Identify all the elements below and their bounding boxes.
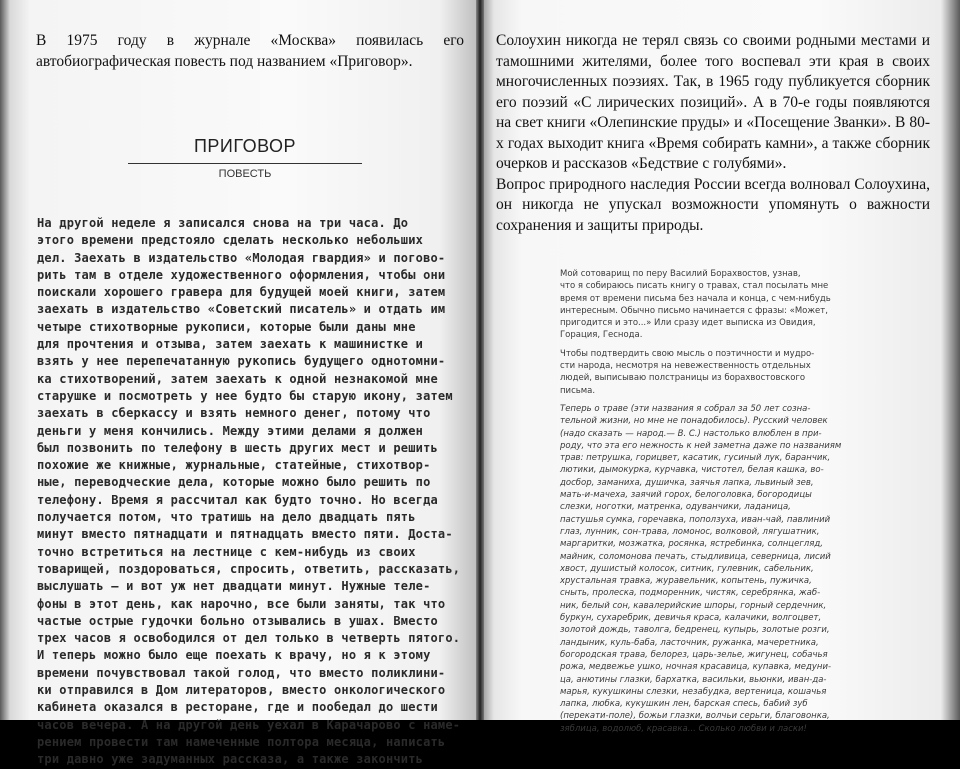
scan-line: майник, соломонова печать, стыдливица, северница, лисий	[560, 551, 831, 562]
scan-line: буркун, сухаребрик, девичья краса, калачики, волгоцвет,	[560, 613, 822, 624]
scan-line: времени почувствовал такой голод, что вместо поликлини-	[37, 665, 446, 680]
scan-line: рить там в отделе художественного оформления, чтобы они	[37, 267, 446, 282]
scan-line: зяблица, водолюб, красавка... Сколько любви и ласки!	[560, 723, 807, 734]
scan-line: кабинета оказался в ресторане, где и пообедал до шести	[37, 700, 438, 715]
scan-line: похожие же книжные, журнальные, статейные, стихотвор-	[37, 458, 431, 473]
scan-line: ки отправился в Дом литераторов, вместо онкологического	[37, 683, 446, 698]
scan-line: время от времени письма без начала и конца, с чем-нибудь	[560, 293, 831, 304]
scan-line: людей, выписываю полстраницы из борахвостовского	[560, 373, 806, 384]
scan-line: слезки, ноготки, матренка, одуванчики, ладаница,	[560, 502, 791, 513]
scan-line: (надо сказать — народ.— В. С.) настолько влюблен в при-	[560, 428, 822, 439]
story-heading	[128, 136, 362, 180]
scan-line: был позвонить по телефону в шесть других мест и решить	[37, 440, 438, 455]
heading-rule	[128, 163, 362, 164]
scan-line: ца, анютины глазки, бархатка, васильки, вьюнки, иван-да-	[560, 674, 827, 685]
scan-line: (перекати-поле), божьи глазки, волчьи серьги, благовонка,	[560, 711, 830, 722]
scan-line: Горация, Геснода.	[560, 330, 643, 341]
scan-line: для прочтения и отзыва, затем заехать к машинистке и	[37, 337, 424, 352]
scan-line: ник, белый сон, кавалерийские шпоры, горный сердечник,	[560, 600, 827, 611]
scan-line: Чтобы подтвердить свою мысль о поэтичности и мудро-	[560, 348, 815, 359]
scan-line: богородская трава, белорез, царь-зелье, жигунец, собачья	[560, 649, 828, 660]
scanned-text-left	[37, 215, 461, 769]
scan-line: точно встретиться на лестнице с кем-нибудь из своих	[37, 544, 416, 559]
scan-line: товарищей, поздороваться, спросить, ответить, рассказать,	[37, 561, 461, 576]
scan-block-herbs	[560, 403, 860, 735]
scan-line: дел. Заехать в издательство «Молодая гвардия» и погово-	[37, 250, 446, 265]
scan-line: интересным. Обычно письмо начинается с фразы: «Может,	[560, 305, 828, 316]
scan-line: хвост, душистый колосок, ситник, гулевник, сабельник,	[560, 563, 814, 574]
scan-line: глаз, лунник, сон-трава, ломонос, волковой, лягушатник,	[560, 526, 820, 537]
scan-line: Мой сотоварищ по перу Василий Борахвостов, узнав,	[560, 269, 801, 279]
scan-line: золотой дождь, таволга, бедренец, купырь, золотые розги,	[560, 625, 830, 636]
scan-line: Теперь о траве (эти названия я собрал за 50 лет созна-	[560, 403, 811, 414]
scan-line: трав: петрушка, горицвет, касатик, гусиный лук, баранчик,	[560, 453, 831, 464]
scan-line: трех часов я освободился от дел только в четверть пятого.	[37, 631, 461, 646]
scan-line: письма.	[560, 385, 596, 396]
scan-line: хрустальная травка, журавельник, копытень, пужичка,	[560, 576, 812, 587]
scan-block-note	[560, 348, 860, 397]
scan-line: фоны в этот день, как нарочно, все были заняты, так что	[37, 596, 446, 611]
scan-line: заехать в сберкассу и взять немного денег, потому что	[37, 406, 431, 421]
scan-line: ландыник, куль-баба, ласточник, ружанка, мачеретника,	[560, 637, 819, 648]
scan-line: выслушать — и вот уж нет двадцати минут. Нужные теле-	[37, 579, 431, 594]
right-intro-paragraph-1: Солоухин никогда не терял связь со своими родными местами и тамошними жителями, более того воспевал эти края в своих многочисленных поэзиях. Так, в 1965 году публикуется сборник его поэзий «С лирических позиций». А в 70-е годы появляются на свет книги «Олепинские пруды» и «Посещение Званки». В 80-х годах выходит книга «Время собирать камни», а также сборник очерков и рассказов «Бедствие с голубями».	[496, 32, 930, 172]
scan-line: марья, кукушкины слезки, незабудка, вертеница, кошачья	[560, 686, 827, 697]
scan-line: маргаритки, мозжатка, росянка, ястребинка, солнцегляд,	[560, 539, 823, 550]
scan-line: ные, переводческие дела, которые можно было решить по	[37, 475, 431, 490]
scan-line: сныть, пролеска, подморенник, чистяк, серебрянка, жаб-	[560, 588, 821, 599]
scan-line: деньги у меня кончились. Между этими делами я должен	[37, 423, 424, 438]
story-title: ПРИГОВОР	[193, 136, 297, 156]
scan-block-letter	[560, 268, 860, 342]
scan-line: досбор, заманиха, душичка, заячья лапка, львиный зев,	[560, 477, 814, 488]
story-subtitle: ПОВЕСТЬ	[218, 168, 272, 180]
scan-line: получается потом, что тратишь на дело двадцать пять	[37, 510, 416, 525]
scan-line: четыре стихотворные рукописи, которые были даны мне	[37, 319, 416, 334]
scan-line: поискали хорошего гравера для будущей моей книги, затем	[37, 285, 446, 300]
scan-line: пастушья сумка, горечавка, поползуха, иван-чай, павлиний	[560, 514, 831, 525]
scan-line: телефону. Время я рассчитал как будто точно. Но всегда	[37, 492, 438, 507]
scan-line: сти народа, несмотря на невежественность отдельных	[560, 361, 811, 372]
scan-line: пригодится и это...» Или сразу идет выписка из Овидия,	[560, 318, 816, 329]
scan-line: мать-и-мачеха, заячий горох, белоголовка, богородицы	[560, 490, 812, 501]
scan-line: частые острые гудочки больно отзывались в ушах. Вместо	[37, 613, 438, 628]
scan-line: заехать в издательство «Советский писатель» и отдать им	[37, 302, 446, 317]
scan-line: этого времени предстояло сделать несколько небольших	[37, 233, 424, 248]
book-spine	[476, 0, 484, 720]
scan-line: минут вместо пятнадцати и пятнадцать вместо пяти. Доста-	[37, 527, 453, 542]
scan-line: что я собираюсь писать книгу о травах, стал посылать мне	[560, 281, 829, 292]
scan-line: три давно уже задуманных рассказа, а также закончить	[37, 752, 424, 767]
scan-line: роду, что эта его нежность к ней заметна даже по названиям	[560, 440, 842, 451]
scan-line: тельной жизни, но мне не понадобилось). Русский человек	[560, 416, 828, 427]
scan-line: часов вечера. А на другой день уехал в Карачарово с наме-	[37, 717, 461, 732]
scan-line: На другой неделе я записался снова на три часа. До	[37, 216, 409, 230]
scanned-text-right	[560, 268, 860, 741]
scan-line: И теперь можно было еще поехать к врачу, но я к этому	[37, 648, 431, 663]
scan-line: рением провести там намеченные полтора месяца, написать	[37, 734, 446, 749]
scan-line: лапка, любка, кукушкин лен, барская спесь, бабий зуб	[560, 699, 808, 710]
scan-line: лютики, дымокурка, курчавка, чистотел, белая кашка, во-	[560, 465, 824, 476]
right-intro-paragraph-2: Вопрос природного наследия России всегда волновал Солоухина, он никогда не упускал возможности упомянуть о важности сохранения и защиты природы.	[496, 175, 930, 234]
left-intro-text: В 1975 году в журнале «Москва» появилась его автобиографическая повесть под названием «Приговор».	[36, 32, 464, 70]
scan-line: ка стихотворений, затем заехать к одной незнакомой мне	[37, 371, 438, 386]
scan-line: рожа, медвежье ушко, ночная красавица, купавка, медуни-	[560, 662, 832, 673]
scan-line: взять у нее перепечатанную рукопись будущего однотомни-	[37, 354, 446, 369]
right-intro-text	[496, 31, 930, 236]
scan-line: старушке и посмотреть у нее будто бы старую икону, затем	[37, 388, 453, 403]
